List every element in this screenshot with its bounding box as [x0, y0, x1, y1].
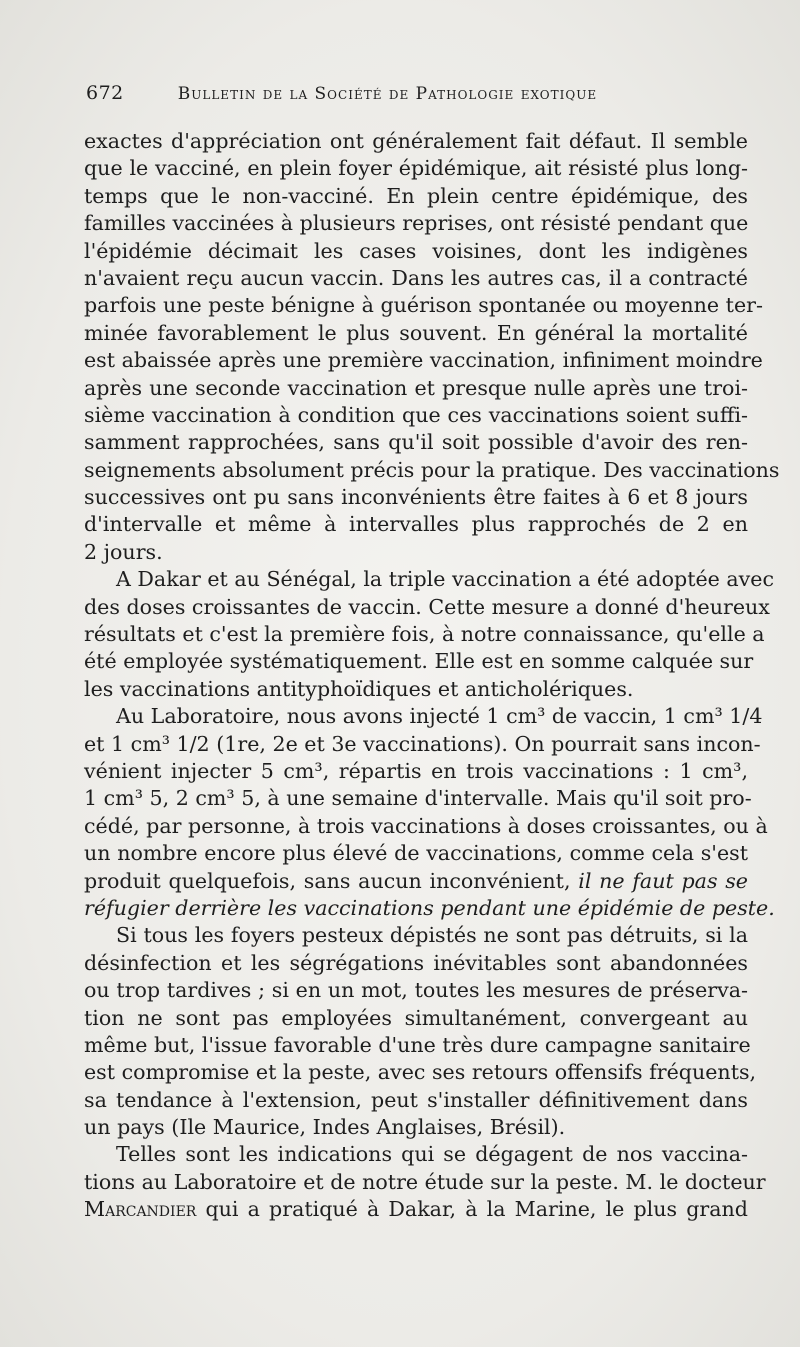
text-line: est compromise et la peste, avec ses retours offensifs fréquents, [84, 1060, 757, 1085]
text-line-mixed [84, 868, 748, 895]
text-line-italic: il ne faut pas se [578, 868, 748, 893]
text-line: et 1 cm³ 1/2 (1re, 2e et 3e vaccinations). On pourrait sans incon- [84, 731, 761, 756]
body-text [84, 128, 780, 1224]
text-line: d'intervalle et même à intervalles plus rapprochés de 2 en [84, 512, 748, 537]
text-line-mixed [84, 1196, 748, 1223]
running-header [86, 82, 746, 104]
text-line: n'avaient reçu aucun vaccin. Dans les autres cas, il a contracté [84, 265, 748, 290]
text-line: résultats et c'est la première fois, à notre connaissance, qu'elle a [84, 622, 765, 647]
text-line: les vaccinations antityphoïdiques et anticholériques. [84, 676, 634, 701]
text-line: cédé, par personne, à trois vaccinations à doses croissantes, ou à [84, 813, 768, 838]
text-line: un nombre encore plus élevé de vaccinations, comme cela s'est [84, 841, 748, 866]
text-line: Si tous les foyers pesteux dépistés ne sont pas détruits, si la [116, 923, 748, 948]
text-line: 2 jours. [84, 539, 163, 564]
text-line: seignements absolument précis pour la pratique. Des vaccinations [84, 457, 780, 482]
text-line: Au Laboratoire, nous avons injecté 1 cm³ de vaccin, 1 cm³ 1/4 [116, 704, 763, 729]
italic-text: réfugier derrière les vaccinations pendant une épidémie de peste. [84, 895, 775, 920]
text-line: temps que le non-vacciné. En plein centre épidémique, des [84, 183, 748, 208]
text-line: familles vaccinées à plusieurs reprises, ont résisté pendant que [84, 211, 749, 236]
text-line: exactes d'appréciation ont généralement fait défaut. Il semble [84, 129, 748, 153]
text-line: successives ont pu sans inconvénients être faites à 6 et 8 jours [84, 485, 748, 510]
text-line: 1 cm³ 5, 2 cm³ 5, à une semaine d'intervalle. Mais qu'il soit pro- [84, 786, 752, 811]
text-line: Telles sont les indications qui se dégagent de nos vaccina- [116, 1142, 748, 1167]
text-line: minée favorablement le plus souvent. En général la mortalité [84, 320, 748, 345]
text-line: après une seconde vaccination et presque nulle après une troi- [84, 375, 748, 400]
text-line: des doses croissantes de vaccin. Cette mesure a donné d'heureux [84, 594, 770, 619]
text-line: tion ne sont pas employées simultanément, convergeant au [84, 1005, 748, 1030]
text-line: tions au Laboratoire et de notre étude sur la peste. M. le docteur [84, 1169, 766, 1194]
text-line: même but, l'issue favorable d'une très dure campagne sanitaire [84, 1032, 751, 1057]
text-line: ou trop tardives ; si en un mot, toutes les mesures de préserva- [84, 978, 748, 1003]
text-line: est abaissée après une première vaccination, infiniment moindre [84, 348, 763, 373]
text-line: A Dakar et au Sénégal, la triple vaccination a été adoptée avec [116, 567, 775, 592]
text-line-rest: qui a pratiqué à Dakar, à la Marine, le plus grand [205, 1197, 748, 1222]
text-line: sième vaccination à condition que ces vaccinations soient suffi- [84, 402, 748, 427]
text-line: samment rapprochées, sans qu'il soit possible d'avoir des ren- [84, 430, 748, 455]
text-line: été employée systématiquement. Elle est en somme calquée sur [84, 649, 754, 674]
text-line: que le vacciné, en plein foyer épidémique, ait résisté plus long- [84, 156, 748, 181]
text-line: un pays (Ile Maurice, Indes Anglaises, Brésil). [84, 1115, 566, 1140]
text-line-italic [84, 895, 775, 922]
text-line: parfois une peste bénigne à guérison spontanée ou moyenne ter- [84, 293, 763, 318]
text-line-roman: produit quelquefois, sans aucun inconvénient, [84, 868, 571, 893]
text-line: désinfection et les ségrégations inévitables sont abandonnées [84, 950, 748, 975]
page-number: 672 [86, 82, 124, 104]
running-title: Bulletin de la Société de Pathologie exotique [177, 84, 598, 104]
text-line: vénient injecter 5 cm³, répartis en trois vaccinations : 1 cm³, [84, 758, 748, 783]
text-line: sa tendance à l'extension, peut s'installer définitivement dans [84, 1087, 748, 1112]
author-name: Marcandier [84, 1197, 197, 1222]
text-line: l'épidémie décimait les cases voisines, dont les indigènes [84, 238, 748, 263]
